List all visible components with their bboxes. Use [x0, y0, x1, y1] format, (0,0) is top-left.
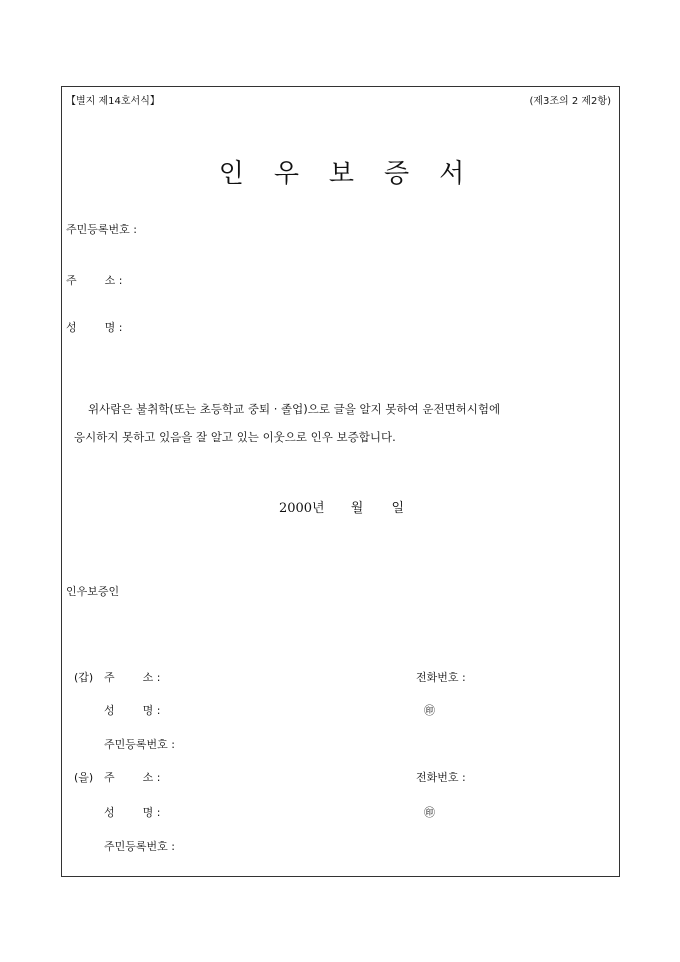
applicant-address-label: 주 소 : [66, 274, 123, 287]
applicant-rrn-label: 주민등록번호 : [66, 223, 137, 236]
form-label: 【별지 제14호서식】 [66, 96, 160, 107]
date-month: 월 [350, 501, 364, 516]
law-reference: (제3조의 2 제2항) [529, 96, 611, 107]
date-year: 2000년 [278, 501, 325, 516]
guarantor-1-rrn-label: 주민등록번호 : [104, 738, 175, 751]
guarantor-1-address-label: 주 소 : [104, 671, 161, 684]
guarantor-2-rrn-label: 주민등록번호 : [104, 840, 175, 853]
statement-line-1: 위사람은 불취학(또는 초등학교 중퇴 · 졸업)으로 글을 알지 못하여 운전면허시험에 [88, 402, 501, 416]
guarantor-2-address-label: 주 소 : [104, 771, 161, 784]
guarantor-2-marker: (을) [74, 771, 94, 784]
applicant-name-label: 성 명 : [66, 321, 123, 334]
statement-text [74, 395, 614, 451]
guarantor-1-name-label: 성 명 : [104, 704, 161, 717]
guarantor-2-seal-icon: ㊞ [424, 806, 435, 819]
document-title: 인우보증서 [218, 159, 495, 189]
statement-line-2: 응시하지 못하고 있음을 잘 알고 있는 이웃으로 인우 보증합니다. [74, 430, 396, 444]
guarantor-2-name-label: 성 명 : [104, 806, 161, 819]
guarantor-1-marker: (갑) [74, 671, 94, 684]
guarantor-1-seal-icon: ㊞ [424, 704, 435, 717]
guarantor-2-phone-label: 전화번호 : [416, 771, 466, 784]
guarantor-1-phone-label: 전화번호 : [416, 671, 466, 684]
date-day: 일 [391, 501, 405, 516]
form-frame [61, 86, 620, 877]
date-line [62, 497, 621, 516]
guarantor-heading: 인우보증인 [66, 585, 120, 598]
